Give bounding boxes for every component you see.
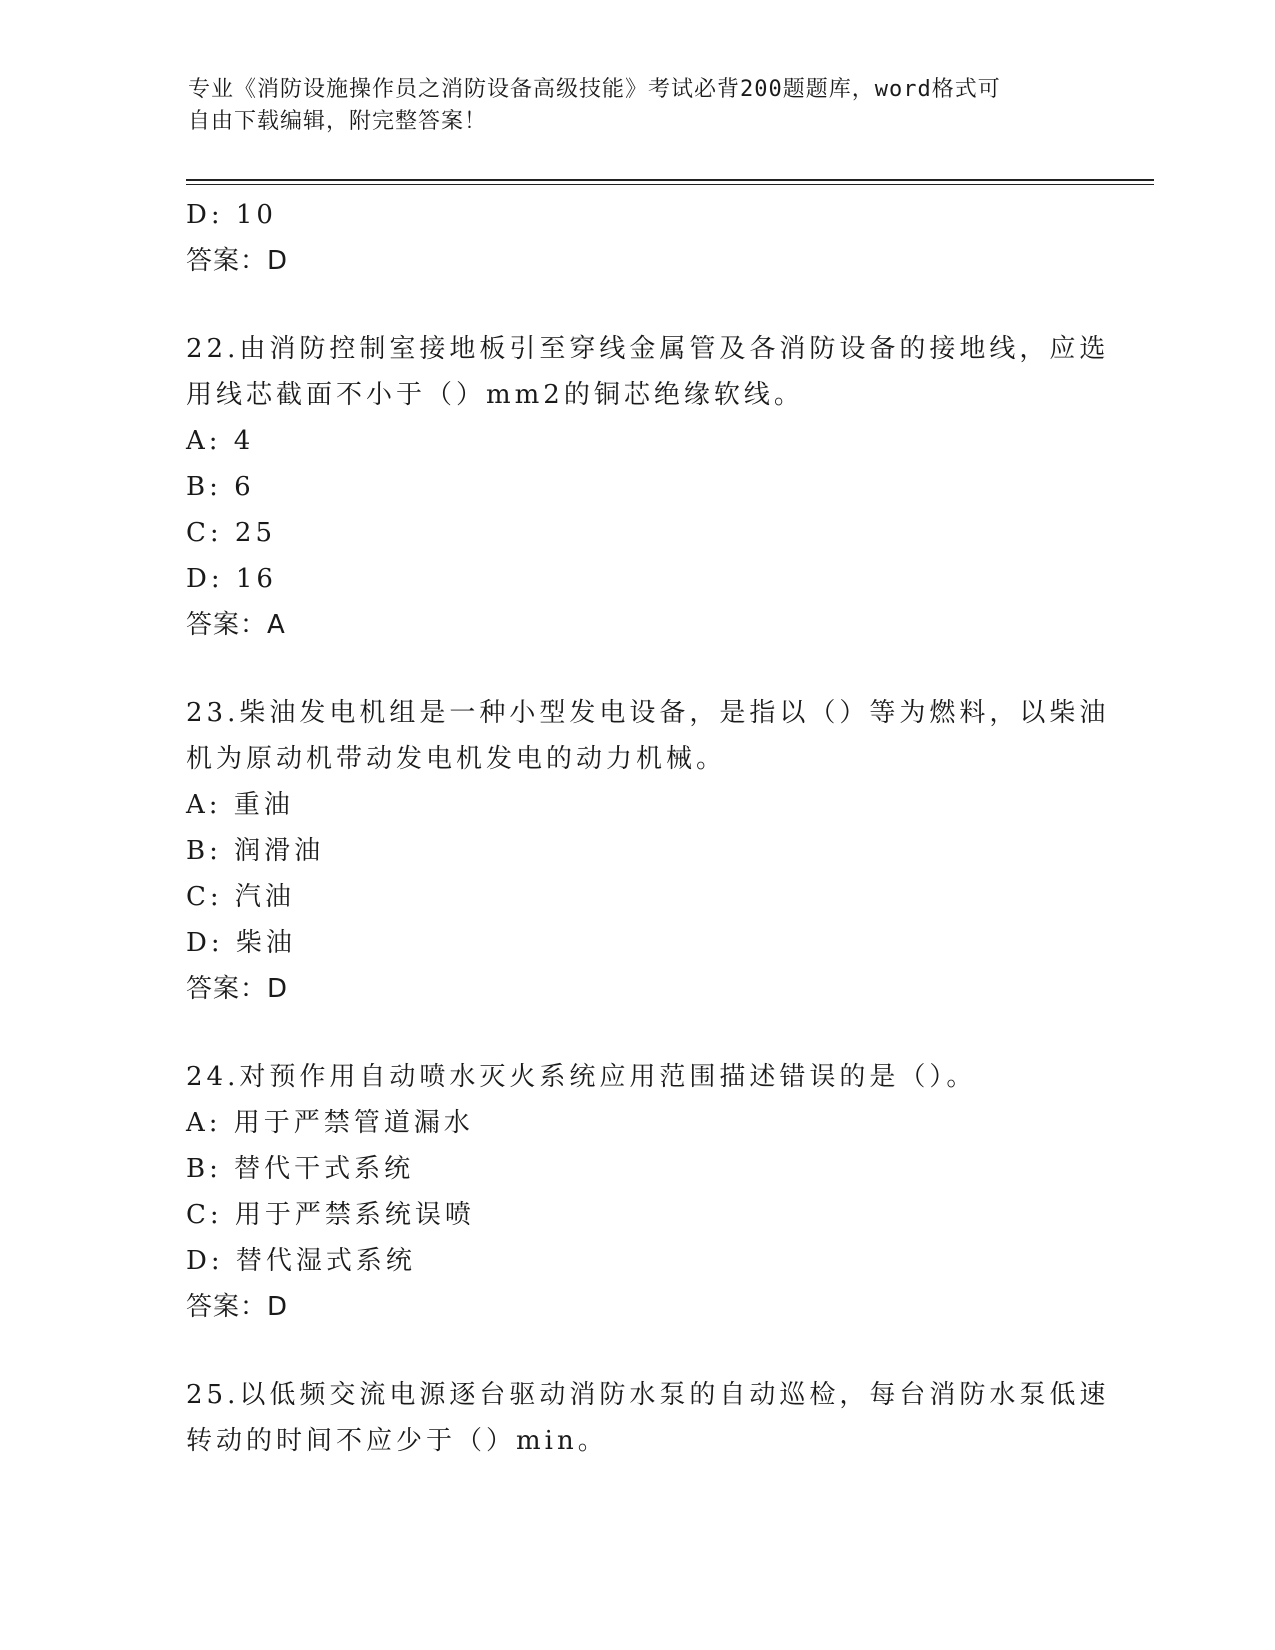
header-line-2: 自由下载编辑，附完整答案！ (188, 109, 488, 134)
option-d: D: 替代湿式系统 (186, 1246, 416, 1276)
option-d: D: 柴油 (186, 928, 296, 958)
question-21-tail (186, 192, 1086, 284)
question-stem-line-2: 机为原动机带动发电机发电的动力机械。 (186, 744, 727, 774)
question-25 (186, 1372, 1110, 1464)
option-a: A: 4 (186, 426, 255, 456)
question-stem-line-2: 转动的时间不应少于（）min。 (186, 1426, 608, 1456)
option-d: D: 10 (186, 200, 277, 230)
option-d: D: 16 (186, 564, 277, 594)
option-b: B: 润滑油 (186, 836, 325, 866)
question-stem-line-1: 25.以低频交流电源逐台驱动消防水泵的自动巡检，每台消防水泵低速 (186, 1380, 1110, 1410)
answer: 答案：D (186, 1292, 289, 1322)
answer: 答案：D (186, 974, 289, 1004)
option-c: C: 汽油 (186, 882, 295, 912)
header-divider-thick (186, 179, 1154, 181)
question-stem-line-1: 23.柴油发电机组是一种小型发电设备，是指以（）等为燃料，以柴油 (186, 698, 1110, 728)
answer: 答案：A (186, 610, 286, 640)
answer: 答案：D (186, 246, 289, 276)
question-stem-line-2: 用线芯截面不小于（）mm2的铜芯绝缘软线。 (186, 380, 804, 410)
option-b: B: 替代干式系统 (186, 1154, 415, 1184)
question-22 (186, 326, 1110, 648)
document-header (188, 74, 1088, 138)
question-24 (186, 1054, 1086, 1330)
question-23 (186, 690, 1110, 1012)
option-c: C: 25 (186, 518, 277, 548)
question-stem-line-1: 22.由消防控制室接地板引至穿线金属管及各消防设备的接地线，应选 (186, 334, 1110, 364)
option-c: C: 用于严禁系统误喷 (186, 1200, 475, 1230)
option-a: A: 重油 (186, 790, 294, 820)
question-list (186, 192, 1110, 1464)
question-stem-line-1: 24.对预作用自动喷水灭火系统应用范围描述错误的是（）。 (186, 1062, 977, 1092)
option-a: A: 用于严禁管道漏水 (186, 1108, 474, 1138)
header-line-1: 专业《消防设施操作员之消防设备高级技能》考试必背200题题库，word格式可 (188, 77, 1001, 102)
option-b: B: 6 (186, 472, 255, 502)
header-divider-thin (186, 184, 1154, 185)
